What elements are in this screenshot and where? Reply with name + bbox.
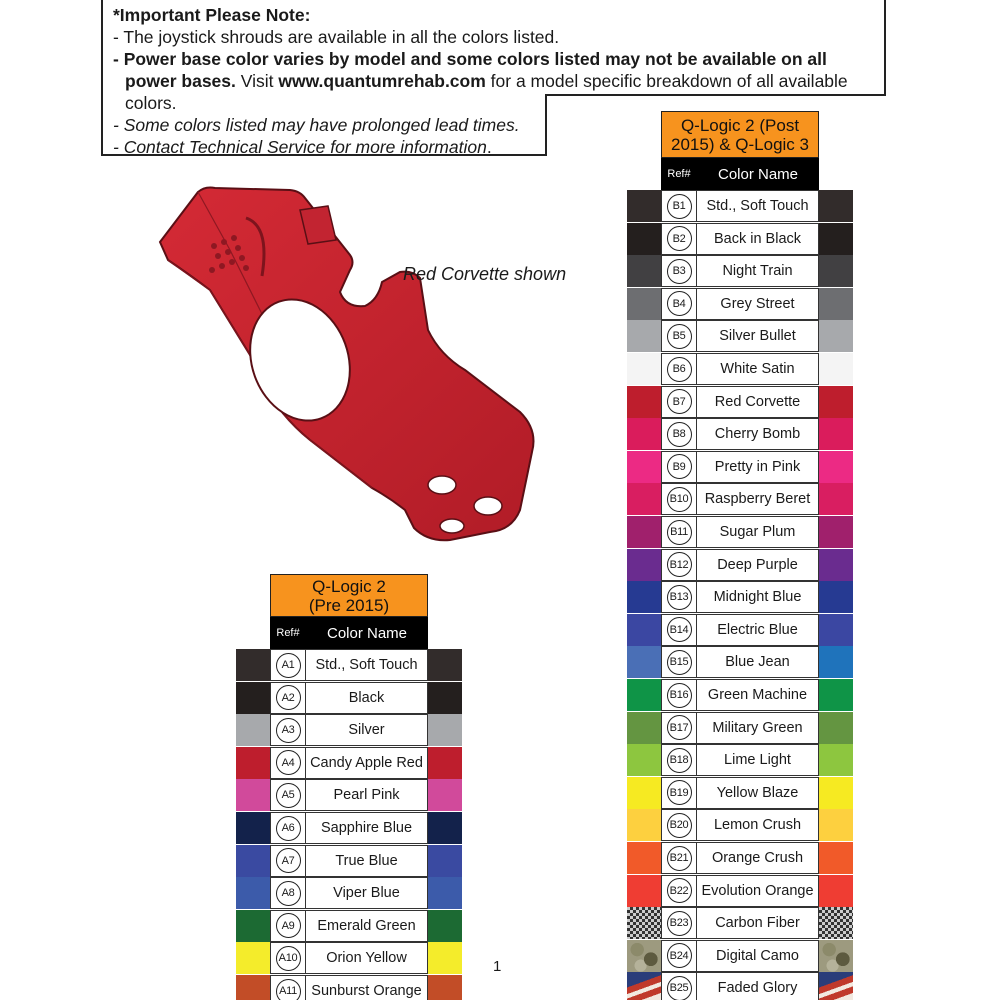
color-swatch-right (428, 779, 462, 811)
color-name-cell: True Blue (306, 845, 428, 877)
ref-badge: B14 (667, 617, 692, 642)
color-swatch-right (428, 812, 462, 844)
color-row (236, 649, 462, 682)
color-name-cell: Lime Light (697, 744, 819, 776)
color-row (627, 255, 853, 288)
ref-cell (270, 845, 306, 877)
color-name-cell: Sapphire Blue (306, 812, 428, 844)
color-swatch-left (627, 940, 661, 972)
color-name-cell: Faded Glory (697, 972, 819, 1000)
color-swatch-left (627, 386, 661, 418)
color-name-cell: Std., Soft Touch (306, 649, 428, 681)
color-row (627, 777, 853, 810)
color-swatch-right (819, 907, 853, 939)
ref-cell (270, 649, 306, 681)
ref-badge: B15 (667, 650, 692, 675)
color-row (627, 907, 853, 940)
color-row (627, 353, 853, 386)
ref-badge: B17 (667, 715, 692, 740)
color-swatch-left (627, 809, 661, 841)
ref-cell (270, 779, 306, 811)
ref-cell (661, 353, 697, 385)
ref-cell (661, 320, 697, 352)
color-name-cell: Cherry Bomb (697, 418, 819, 450)
ref-badge: B12 (667, 552, 692, 577)
color-row (627, 712, 853, 745)
color-name-cell: Green Machine (697, 679, 819, 711)
color-swatch-right (819, 190, 853, 222)
color-swatch-right (819, 614, 853, 646)
notice-line-1: - The joystick shrouds are available in all the colors listed. (113, 27, 560, 47)
color-swatch-left (627, 679, 661, 711)
color-row (236, 975, 462, 1000)
color-name-cell: Silver Bullet (697, 320, 819, 352)
color-swatch-right (819, 875, 853, 907)
color-swatch-left (627, 777, 661, 809)
color-name-cell: Digital Camo (697, 940, 819, 972)
ref-cell (661, 581, 697, 613)
color-row (627, 549, 853, 582)
page-number: 1 (493, 958, 502, 975)
ref-badge: A3 (276, 718, 301, 743)
color-name-cell: Grey Street (697, 288, 819, 320)
ref-badge: B21 (667, 846, 692, 871)
ref-badge: B3 (667, 259, 692, 284)
color-swatch-right (428, 747, 462, 779)
color-swatch-right (428, 975, 462, 1000)
color-swatch-right (819, 223, 853, 255)
ref-badge: B24 (667, 943, 692, 968)
color-name-cell: Black (306, 682, 428, 714)
color-row (627, 614, 853, 647)
color-swatch-right (819, 451, 853, 483)
ref-cell (661, 255, 697, 287)
ref-badge: B25 (667, 976, 692, 1000)
color-swatch-right (428, 942, 462, 974)
color-swatch-left (236, 649, 270, 681)
color-swatch-left (236, 812, 270, 844)
color-name-cell: Sunburst Orange (306, 975, 428, 1000)
ref-cell (661, 907, 697, 939)
color-swatch-left (627, 972, 661, 1000)
color-row (236, 747, 462, 780)
color-swatch-right (428, 649, 462, 681)
color-swatch-right (819, 255, 853, 287)
color-table-post-2015 (627, 111, 853, 1000)
color-row (627, 972, 853, 1000)
color-swatch-left (627, 549, 661, 581)
color-swatch-right (819, 646, 853, 678)
table-a-title-line-2: (Pre 2015) (308, 595, 390, 615)
table-a-name-header: Color Name (306, 617, 428, 649)
color-name-cell: Evolution Orange (697, 875, 819, 907)
table-b-name-header: Color Name (697, 158, 819, 190)
ref-badge: A8 (276, 881, 301, 906)
color-swatch-left (627, 190, 661, 222)
ref-badge: B9 (667, 454, 692, 479)
color-name-cell: White Satin (697, 353, 819, 385)
color-swatch-left (627, 842, 661, 874)
color-swatch-left (236, 747, 270, 779)
color-swatch-left (627, 907, 661, 939)
color-row (627, 940, 853, 973)
color-name-cell: Sugar Plum (697, 516, 819, 548)
color-swatch-right (819, 809, 853, 841)
ref-cell (661, 875, 697, 907)
color-row (627, 386, 853, 419)
color-swatch-left (627, 516, 661, 548)
table-b-title-line-2: 2015) & Q-Logic 3 (671, 134, 809, 154)
color-swatch-left (627, 255, 661, 287)
color-row (236, 812, 462, 845)
color-row (627, 581, 853, 614)
color-swatch-left (236, 877, 270, 909)
color-row (627, 288, 853, 321)
color-name-cell: Candy Apple Red (306, 747, 428, 779)
color-row (627, 418, 853, 451)
ref-cell (270, 942, 306, 974)
color-swatch-left (627, 483, 661, 515)
ref-cell (661, 516, 697, 548)
color-row (627, 223, 853, 256)
color-name-cell: Yellow Blaze (697, 777, 819, 809)
table-a-title (270, 574, 428, 617)
color-row (627, 679, 853, 712)
color-name-cell: Pearl Pink (306, 779, 428, 811)
ref-badge: A10 (276, 946, 301, 971)
color-row (627, 451, 853, 484)
ref-cell (661, 842, 697, 874)
ref-badge: B7 (667, 389, 692, 414)
ref-badge: B10 (667, 487, 692, 512)
color-swatch-right (819, 581, 853, 613)
color-swatch-left (627, 451, 661, 483)
ref-cell (661, 809, 697, 841)
ref-cell (661, 483, 697, 515)
color-name-cell: Midnight Blue (697, 581, 819, 613)
color-row (627, 646, 853, 679)
color-row (627, 875, 853, 908)
table-a-title-line-1: Q-Logic 2 (312, 576, 386, 596)
color-name-cell: Emerald Green (306, 910, 428, 942)
ref-badge: B4 (667, 291, 692, 316)
color-swatch-left (236, 942, 270, 974)
color-swatch-right (819, 353, 853, 385)
color-row (627, 842, 853, 875)
ref-cell (270, 975, 306, 1000)
color-swatch-right (428, 845, 462, 877)
ref-cell (270, 812, 306, 844)
color-row (236, 942, 462, 975)
color-swatch-left (627, 646, 661, 678)
ref-cell (661, 549, 697, 581)
ref-badge: B1 (667, 194, 692, 219)
color-name-cell: Deep Purple (697, 549, 819, 581)
illustration-caption: Red Corvette shown (403, 264, 567, 284)
ref-cell (661, 679, 697, 711)
ref-cell (270, 714, 306, 746)
color-name-cell: Night Train (697, 255, 819, 287)
notice-title: *Important Please Note: (113, 5, 311, 25)
color-name-cell: Orange Crush (697, 842, 819, 874)
ref-badge: B13 (667, 585, 692, 610)
ref-badge: B11 (667, 520, 692, 545)
color-swatch-left (627, 614, 661, 646)
color-swatch-right (428, 682, 462, 714)
color-row (627, 483, 853, 516)
color-row (236, 714, 462, 747)
color-name-cell: Pretty in Pink (697, 451, 819, 483)
ref-cell (270, 877, 306, 909)
ref-cell (661, 418, 697, 450)
ref-badge: B2 (667, 226, 692, 251)
color-swatch-left (236, 779, 270, 811)
table-a-ref-header: Ref# (270, 617, 306, 649)
color-swatch-right (819, 972, 853, 1000)
color-swatch-right (428, 714, 462, 746)
color-row (627, 516, 853, 549)
color-name-cell: Viper Blue (306, 877, 428, 909)
ref-cell (661, 712, 697, 744)
color-name-cell: Silver (306, 714, 428, 746)
color-name-cell: Raspberry Beret (697, 483, 819, 515)
color-swatch-right (819, 744, 853, 776)
color-swatch-right (819, 842, 853, 874)
color-swatch-right (819, 549, 853, 581)
ref-cell (661, 190, 697, 222)
color-row (627, 190, 853, 223)
ref-badge: B16 (667, 683, 692, 708)
color-swatch-right (819, 320, 853, 352)
ref-badge: A9 (276, 913, 301, 938)
color-row (627, 320, 853, 353)
table-b-title (661, 111, 819, 158)
color-name-cell: Electric Blue (697, 614, 819, 646)
color-swatch-left (627, 320, 661, 352)
ref-badge: B19 (667, 780, 692, 805)
color-row (236, 877, 462, 910)
color-row (627, 744, 853, 777)
ref-cell (270, 747, 306, 779)
ref-badge: A5 (276, 783, 301, 808)
color-swatch-left (236, 975, 270, 1000)
color-name-cell: Carbon Fiber (697, 907, 819, 939)
joystick-shroud-illustration (150, 180, 550, 560)
color-swatch-left (236, 910, 270, 942)
color-swatch-right (428, 910, 462, 942)
color-swatch-right (819, 777, 853, 809)
color-swatch-right (819, 483, 853, 515)
color-swatch-left (627, 875, 661, 907)
ref-cell (661, 614, 697, 646)
ref-badge: B22 (667, 878, 692, 903)
ref-badge: B18 (667, 748, 692, 773)
ref-badge: B6 (667, 357, 692, 382)
table-b-title-line-1: Q-Logic 2 (Post (680, 115, 800, 135)
color-name-cell: Back in Black (697, 223, 819, 255)
color-swatch-left (236, 682, 270, 714)
color-table-pre-2015 (236, 574, 462, 1000)
notice-url-link[interactable]: www.quantumrehab.com (278, 71, 486, 91)
ref-badge: B23 (667, 911, 692, 936)
ref-cell (270, 682, 306, 714)
ref-badge: A7 (276, 848, 301, 873)
ref-badge: A2 (276, 685, 301, 710)
notice-line-6-period: . (486, 137, 492, 157)
color-swatch-right (819, 516, 853, 548)
notice-line-3-rest: for a model specific breakdown of all available (485, 71, 848, 91)
color-name-cell: Blue Jean (697, 646, 819, 678)
ref-badge: B8 (667, 422, 692, 447)
color-name-cell: Military Green (697, 712, 819, 744)
color-swatch-left (236, 714, 270, 746)
color-swatch-left (627, 418, 661, 450)
notice-line-2-bold: - Power base color varies by model and some colors listed may not be available on all (113, 49, 827, 69)
ref-badge: A1 (276, 653, 301, 678)
color-swatch-left (236, 845, 270, 877)
ref-badge: A4 (276, 750, 301, 775)
color-swatch-left (627, 223, 661, 255)
notice-line-2 (113, 48, 883, 70)
ref-badge: A6 (276, 816, 301, 841)
ref-cell (270, 910, 306, 942)
ref-badge: A11 (276, 979, 301, 1000)
color-row (627, 809, 853, 842)
color-name-cell: Std., Soft Touch (697, 190, 819, 222)
color-row (236, 779, 462, 812)
ref-cell (661, 223, 697, 255)
ref-cell (661, 744, 697, 776)
color-swatch-left (627, 353, 661, 385)
ref-cell (661, 386, 697, 418)
ref-cell (661, 288, 697, 320)
color-name-cell: Orion Yellow (306, 942, 428, 974)
notice-line-6-text: - Contact Technical Service for more information (113, 137, 487, 157)
color-swatch-right (819, 940, 853, 972)
color-swatch-right (819, 288, 853, 320)
color-row (236, 845, 462, 878)
color-swatch-left (627, 744, 661, 776)
color-swatch-left (627, 581, 661, 613)
color-name-cell: Red Corvette (697, 386, 819, 418)
ref-badge: B20 (667, 813, 692, 838)
color-row (236, 682, 462, 715)
color-swatch-right (819, 679, 853, 711)
color-row (236, 910, 462, 943)
ref-cell (661, 646, 697, 678)
ref-cell (661, 777, 697, 809)
notice-power-bases: power bases. (125, 71, 236, 91)
ref-cell (661, 451, 697, 483)
ref-cell (661, 972, 697, 1000)
notice-line-5: - Some colors listed may have prolonged lead times. (113, 115, 520, 135)
color-swatch-left (627, 288, 661, 320)
ref-cell (661, 940, 697, 972)
color-swatch-right (819, 386, 853, 418)
notice-line-3 (113, 70, 883, 92)
notice-line-4: colors. (125, 93, 177, 113)
table-b-ref-header: Ref# (661, 158, 697, 190)
color-swatch-right (428, 877, 462, 909)
ref-badge: B5 (667, 324, 692, 349)
notice-visit: Visit (235, 71, 279, 91)
color-swatch-left (627, 712, 661, 744)
color-swatch-right (819, 712, 853, 744)
color-swatch-right (819, 418, 853, 450)
color-name-cell: Lemon Crush (697, 809, 819, 841)
